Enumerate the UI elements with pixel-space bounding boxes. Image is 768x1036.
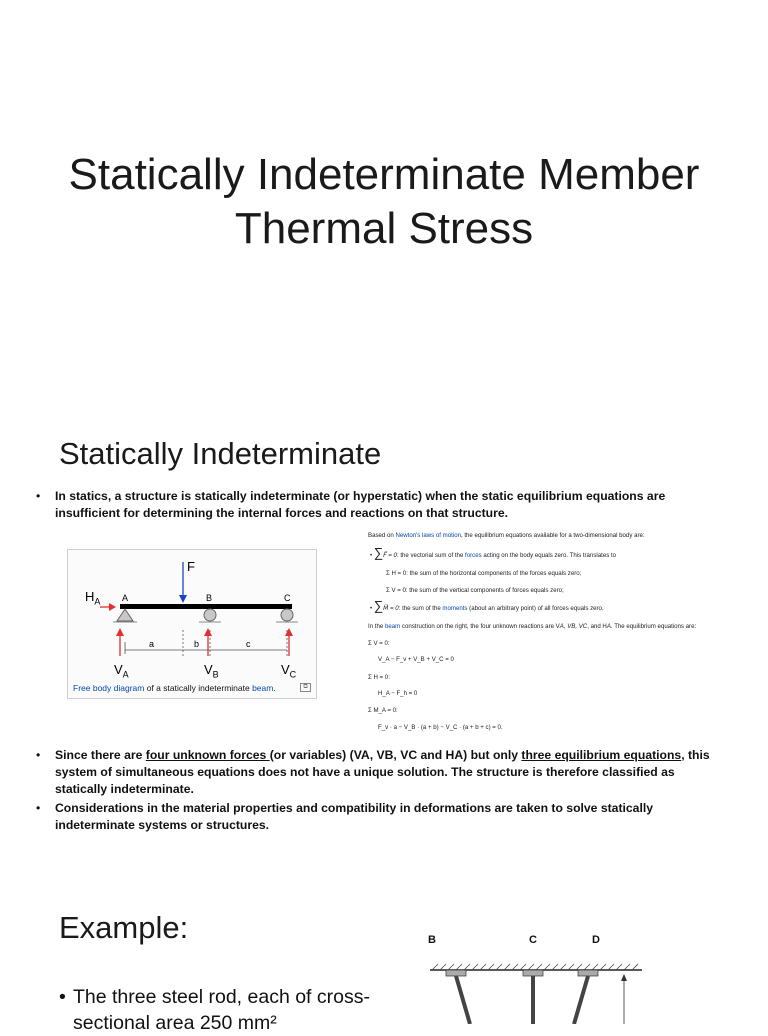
label-vc-main: V [281,662,290,677]
caption-link-beam[interactable]: beam [252,683,274,693]
label-vc-sub: C [289,669,297,680]
bullet-definition-text: In statics, a structure is statically indeterminate (or hyperstatic) when the static equilibrium equations are insufficient for determining the internal forces and reactions on that structure. [55,489,666,520]
force-f-arrowhead [179,595,187,603]
va-arrowhead [116,628,124,636]
eq-h-label: Σ H = 0: [368,674,390,681]
eq-intro-post: , the equilibrium equations available for a two-dimensional body are: [460,532,645,539]
ha-arrowhead [109,603,116,611]
label-c: C [284,593,291,603]
bullet-unknowns [36,747,716,798]
bracket-c [523,970,543,976]
label-va-main: V [114,662,123,677]
dim-b: b [194,639,200,649]
sum-m-symbol: ∑ [373,598,384,613]
beam-pre: In the [368,623,385,630]
bullet-compatibility-text: Considerations in the material properties and compatibility in deformations are taken to solve statically indeterminate systems or structures. [55,801,654,832]
b2-four-unknown-forces: four unknown forces [145,748,270,762]
caption-text: of a statically indeterminate [144,683,253,693]
eq-v-label: Σ V = 0: [368,640,390,647]
bracket-b [446,970,466,976]
equilibrium-equations [366,532,697,740]
eq-sum-m: • ∑M⃗ = 0: the sum of the moments (about an arbitrary point) of all forces equals zero. [370,598,604,613]
enlarge-icon[interactable]: ⧉ [300,683,311,692]
b2-mid: (or variables) (VA, VB, VC and HA) but only [269,748,522,762]
eq-intro-pre: Based on [368,532,396,539]
bullet-definition [36,488,716,522]
title-line-2: Thermal Stress [234,204,534,253]
eq-intro [368,532,645,541]
bullet-unknowns-text [55,747,716,798]
dim-a: a [149,639,155,649]
beam-link[interactable]: beam [384,623,401,630]
sum-f-symbol: ∑ [373,545,384,560]
sum-m-vector: M⃗ = 0 [383,605,399,612]
label-vb-main: V [204,662,213,677]
beam-vars: A, VB, VC [559,623,588,630]
bracket-d [578,970,598,976]
beam-ha: A [606,623,611,630]
label-va-sub: A [122,669,129,680]
example-heading: Example: [59,910,189,945]
title-line-1: Statically Indeterminate Member [68,150,700,199]
b2-three-equations: three equilibrium equations [521,748,682,762]
roller-c [281,609,293,621]
beam-post: construction on the right, the four unknown reactions are V [400,623,560,630]
label-f: F [187,559,195,574]
eq-sum-h: Σ H = 0: the sum of the horizontal components of the forces equals zero; [386,570,582,577]
ceiling-hatch [432,964,638,970]
forces-link[interactable]: forces [465,552,482,559]
dim-c: c [246,639,251,649]
rod-label-b: B [428,934,436,946]
vb-arrowhead [204,628,212,636]
moments-link[interactable]: moments [442,605,468,612]
eq-sum-f: • ∑F⃗ = 0: the vectorial sum of the forces acting on the body equals zero. This translates to [370,545,617,560]
slide-title [0,148,768,256]
pin-support-a [117,609,133,621]
eq-v-body: V_A − F_v + V_B + V_C = 0 [378,656,454,663]
label-vc [281,662,296,680]
label-ha-sub: A [94,596,101,607]
eq-m-label: Σ M_A = 0: [368,707,398,714]
roller-b [204,609,216,621]
sum-f-pre: : the vectorial sum of the [396,552,466,559]
beam-end: . The equilibrium equations are: [610,623,697,630]
label-vb [204,662,219,680]
rod-d [574,976,588,1024]
eq-sum-v: Σ V = 0: the sum of the vertical components of forces equals zero; [386,587,564,594]
rod-label-c: C [529,934,537,946]
bullet-dot: • [59,986,66,1008]
dimension-arrowhead [621,974,627,981]
beam [120,604,292,609]
sum-f-post: acting on the body equals zero. This translates to [481,552,617,559]
eq-h-body: H_A − F_h = 0 [378,690,418,697]
label-va [114,662,129,680]
eq-m-body: F_v · a − V_B · (a + b) − V_C · (a + b + c) = 0. [378,724,503,731]
rod-label-d: D [592,934,600,946]
caption-end: . [273,683,276,693]
eq-beam-intro [368,623,696,632]
figure-caption [73,683,276,693]
b2-pre: Since there are [55,748,146,762]
bullet-compatibility [36,800,716,834]
example-bullet-text: The three steel rod, each of cross-sectional area 250 mm² [73,986,370,1034]
label-b: B [206,593,213,603]
bullet-dot: • [36,489,41,503]
caption-link-fbd[interactable]: Free body diagram [73,683,145,693]
free-body-diagram [67,549,317,699]
sum-m-pre: : the sum of the [398,605,443,612]
sum-f-vector: F⃗ = 0 [383,552,397,559]
newton-laws-link[interactable]: Newton's laws of motion [395,532,461,539]
vc-arrowhead [285,628,293,636]
label-a: A [122,593,129,603]
label-vb-sub: B [212,669,219,680]
rod-b [456,976,470,1024]
label-ha-main: H [85,589,95,604]
section-heading: Statically Indeterminate [59,436,382,471]
bullet-dot: • [36,748,41,762]
label-ha [85,589,100,607]
example-bullet [59,984,379,1036]
bullet-dot: • [36,801,41,815]
b2-post: , this system of simultaneous equations does not have a unique solution. The structure is therefore classified as statically indeterminate. [55,748,710,796]
rods-figure [428,934,644,1024]
beam-tail: , and H [587,623,607,630]
sum-m-post: (about an arbitrary point) of all forces equals zero. [467,605,604,612]
rods-svg [428,934,644,1024]
